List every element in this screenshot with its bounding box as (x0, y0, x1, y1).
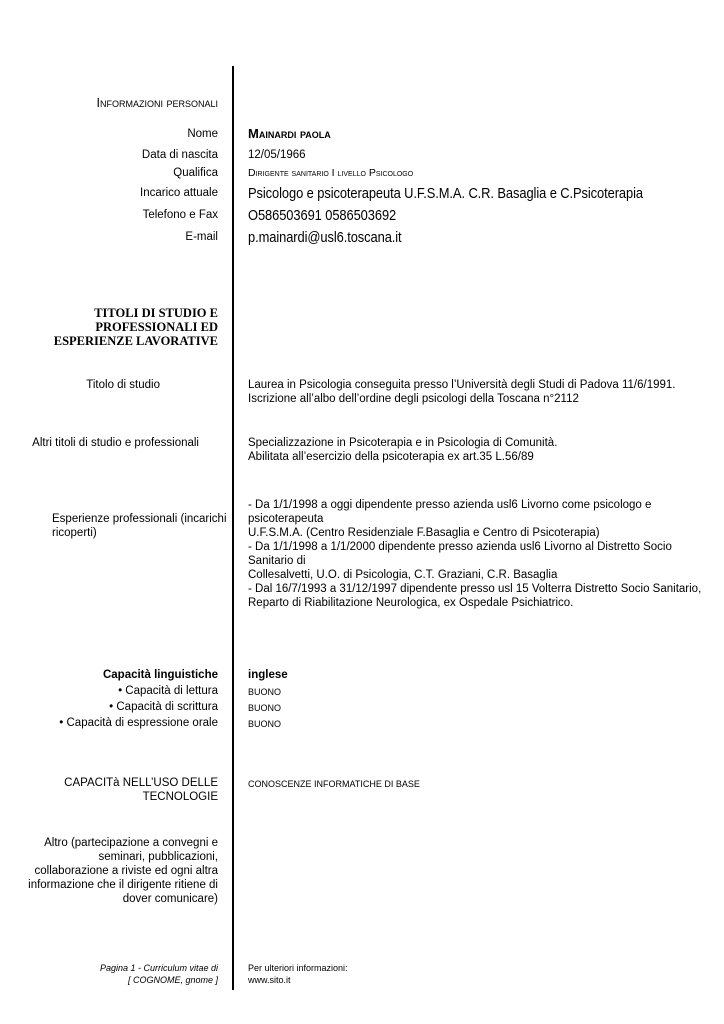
footer-website-link[interactable]: www.sito.it (248, 975, 291, 985)
label-scrittura: • Capacità di scrittura (109, 701, 218, 713)
value-email[interactable]: p.mainardi@usl6.toscana.it (248, 229, 402, 246)
label-espressione-orale: • Capacità di espressione orale (59, 717, 218, 729)
vertical-divider (232, 66, 234, 990)
label-altri-titoli: Altri titoli di studio e professionali (32, 437, 199, 449)
value-data-nascita: 12/05/1966 (248, 149, 306, 161)
value-tecnologie: CONOSCENZE INFORMATICHE DI BASE (248, 779, 420, 789)
label-incarico: Incarico attuale (140, 187, 218, 199)
footer-page-info: Pagina 1 - Curriculum vitae di [ COGNOME, gnome ] (99, 963, 218, 985)
label-nome: Nome (187, 128, 218, 140)
value-espressione-orale: BUONO (248, 719, 282, 729)
label-telefono: Telefono e Fax (142, 209, 218, 221)
value-esperienze: - Da 1/1/1998 a oggi dipendente presso azienda usl6 Livorno come psicologo e psicoterapeuta U.F.S.M.A. (Centro Residenziale F.Basaglia e Centro di Psicoterapia) - Da 1/1/1998 a 1/1/2000 dipendente presso azienda usl6 Livorno al Distretto Socio Sanitario di Collesalvetti, U.O. di Psicologia, C.T. Graziani, C.R. Basaglia - Dal 16/7/1993 a 31/12/1997 dipendente presso usl 15 Volterra Distretto Socio Sanitario, Reparto di Riabilitazione Neurologica, ex Ospedale Psichiatrico. (248, 499, 702, 609)
label-tecnologie: CAPACITà NELL’USO DELLE TECNOLOGIE (64, 777, 218, 803)
value-qualifica: Dirigente sanitario I livello Psicologo (248, 167, 414, 179)
value-nome: Mainardi paola (248, 126, 331, 141)
label-email: E-mail (185, 231, 218, 243)
value-incarico: Psicologo e psicoterapeuta U.F.S.M.A. C.R. Basaglia e C.Psicoterapia (248, 185, 643, 202)
footer-contact-info: Per ulteriori informazioni: www.sito.it (248, 963, 348, 985)
label-capacita-linguistiche: Capacità linguistiche (102, 669, 218, 681)
value-scrittura: BUONO (248, 703, 282, 713)
value-altri-titoli: Specializzazione in Psicoterapia e in Psicologia di Comunità. Abilitata all’esercizio della psicoterapia ex art.35 L.56/89 (248, 437, 558, 463)
value-telefono: O586503691 0586503692 (248, 207, 397, 224)
label-qualifica: Qualifica (173, 167, 218, 179)
value-titolo-studio: Laurea in Psicologia conseguita presso l’Università degli Studi di Padova 11/6/1991. Iscrizione all’albo dell’ordine degli psicologi della Toscana n°2112 (248, 379, 676, 405)
label-altro: Altro (partecipazione a convegni e seminari, pubblicazioni, collaborazione a riviste ed ogni altra informazione che il dirigente ritiene di dover comunicare) (28, 837, 218, 905)
value-lettura: BUONO (248, 687, 282, 697)
label-lettura: • Capacità di lettura (118, 685, 218, 697)
section-heading-personal: Informazioni personali (96, 96, 218, 110)
section-heading-titoli: TITOLI DI STUDIO E PROFESSIONALI ED ESPERIENZE LAVORATIVE (53, 306, 218, 348)
label-esperienze: Esperienze professionali (incarichi ricoperti) (52, 513, 227, 539)
label-titolo-studio: Titolo di studio (86, 379, 160, 391)
value-lingua: inglese (248, 669, 288, 681)
label-data-nascita: Data di nascita (141, 149, 218, 161)
